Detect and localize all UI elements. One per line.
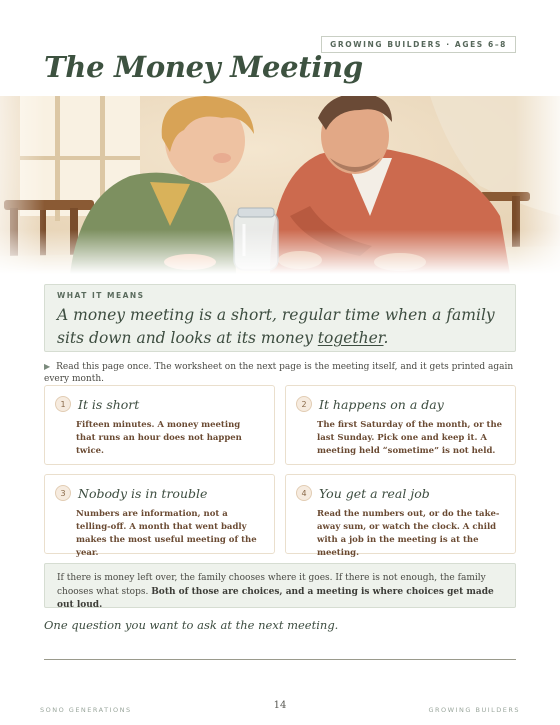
rule-card-1 bbox=[44, 385, 275, 465]
rule-card-3 bbox=[44, 474, 275, 558]
triangle-right-icon: ▶ bbox=[44, 362, 51, 371]
card-number-badge: 4 bbox=[296, 485, 312, 501]
what-it-means-text bbox=[57, 304, 503, 350]
card-body: Numbers are information, not a telling-off. A month that went badly makes the most useful meeting of the year. bbox=[76, 509, 257, 558]
hero-illustration bbox=[0, 96, 560, 274]
what-it-means-label: WHAT IT MEANS bbox=[57, 291, 145, 300]
page-title: The Money Meeting bbox=[44, 50, 363, 84]
card-body: The first Saturday of the month, or the last Sunday. Pick one and keep it. A meeting held “sometime” is not held. bbox=[317, 420, 503, 456]
answer-line[interactable] bbox=[44, 659, 516, 660]
rule-card-4 bbox=[285, 474, 516, 558]
choices-bold-text: Both of those are choices, and a meeting is where choices get made out loud. bbox=[57, 586, 494, 610]
definition-end: . bbox=[383, 329, 389, 347]
card-title: It happens on a day bbox=[319, 396, 444, 412]
card-title: Nobody is in trouble bbox=[78, 485, 208, 501]
page-number: 14 bbox=[273, 700, 287, 711]
reading-instruction bbox=[44, 361, 524, 385]
footer-series: GROWING BUILDERS bbox=[428, 706, 520, 714]
definition-emphasis: together bbox=[317, 329, 384, 347]
card-title: It is short bbox=[78, 396, 140, 412]
definition-text: A money meeting is a short, regular time when a family sits down and looks at its money bbox=[57, 306, 495, 347]
question-prompt: One question you want to ask at the next meeting. bbox=[44, 618, 339, 632]
card-title: You get a real job bbox=[319, 485, 430, 501]
card-body: Fifteen minutes. A money meeting that runs an hour does not happen twice. bbox=[76, 420, 242, 456]
footer-brand: SONO GENERATIONS bbox=[40, 706, 132, 714]
card-number-badge: 2 bbox=[296, 396, 312, 412]
what-it-means-panel bbox=[44, 284, 516, 352]
instruction-text: Read this page once. The worksheet on the next page is the meeting itself, and it gets printed again every month. bbox=[44, 362, 514, 384]
card-body: Read the numbers out, or do the take-away sum, or watch the clock. A child with a job in the meeting is at the meeting. bbox=[317, 509, 500, 558]
card-number-badge: 1 bbox=[55, 396, 71, 412]
rule-card-2 bbox=[285, 385, 516, 465]
choices-panel bbox=[44, 563, 516, 608]
card-number-badge: 3 bbox=[55, 485, 71, 501]
series-tag: GROWING BUILDERS · AGES 6–8 bbox=[321, 36, 516, 53]
choices-text: If there is money left over, the family chooses where it goes. If there is not enough, the family chooses what stops. bbox=[57, 573, 486, 597]
boy-and-father-illustration-icon bbox=[0, 96, 560, 274]
